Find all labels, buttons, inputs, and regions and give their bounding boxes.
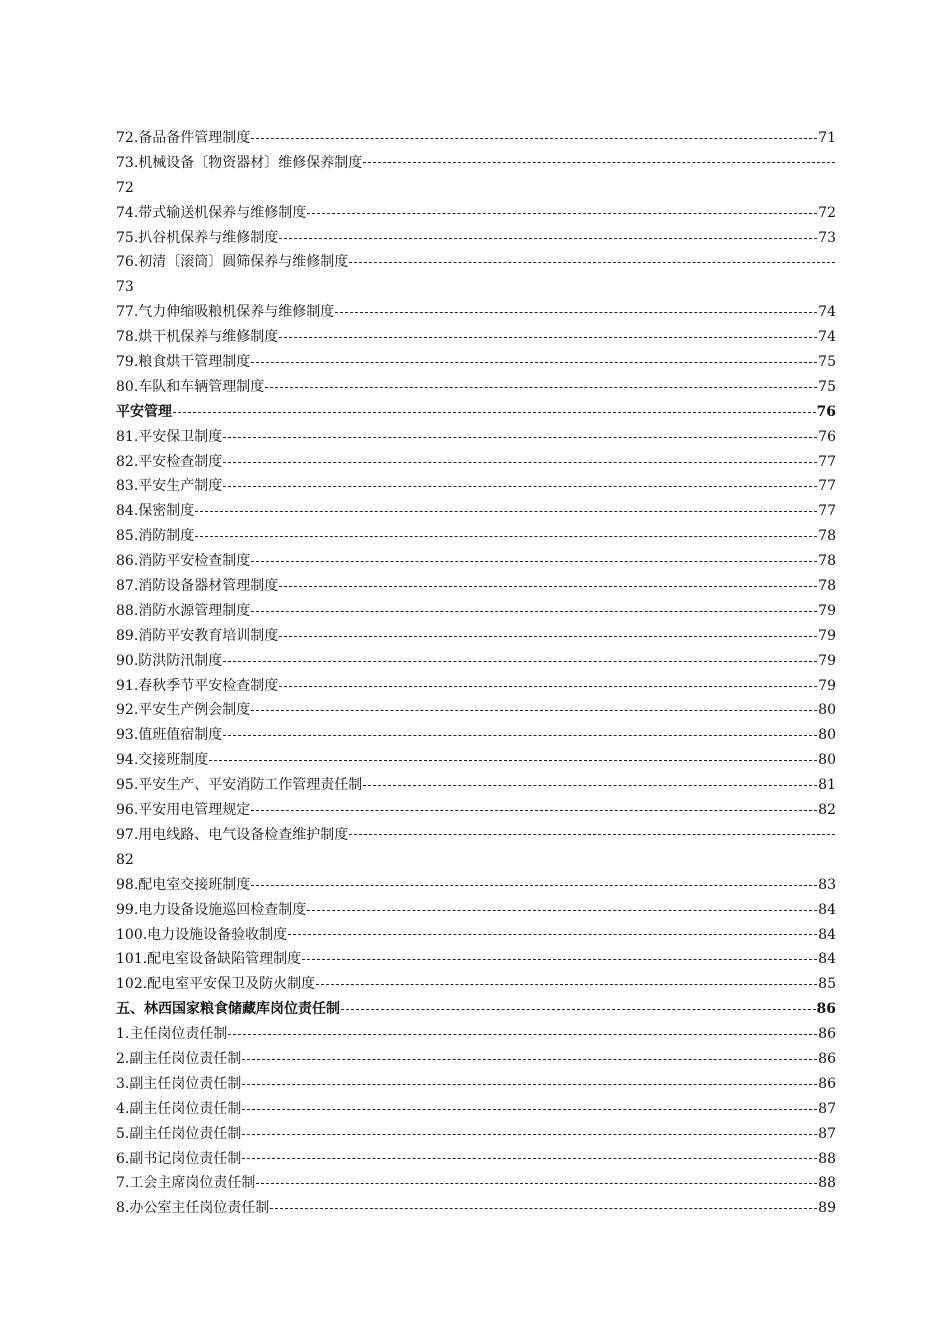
toc-entry-title: 86.消防平安检查制度 (116, 553, 251, 570)
toc-entry-title: 8.办公室主任岗位责任制 (116, 1200, 270, 1217)
toc-entry-page: 74 (818, 304, 836, 321)
toc-entry-title: 81.平安保卫制度 (116, 428, 223, 445)
toc-entry-title: 91.春秋季节平安检查制度 (116, 677, 279, 694)
toc-leader-dashes (349, 834, 835, 835)
toc-entry[interactable] (116, 300, 836, 325)
toc-entry-page: 88 (818, 1175, 836, 1192)
toc-entry[interactable] (116, 599, 836, 624)
toc-leader-dashes (279, 238, 817, 239)
toc-entry-page: 77 (818, 478, 836, 495)
toc-entry-title: 75.扒谷机保养与维修制度 (116, 229, 279, 246)
toc-list (116, 126, 836, 1221)
toc-entry-title: 84.保密制度 (116, 503, 195, 520)
toc-leader-dashes (265, 387, 817, 388)
toc-entry-title: 100.电力设施设备验收制度 (116, 926, 288, 943)
toc-leader-dashes (242, 1158, 817, 1159)
toc-entry-title: 3.副主任岗位责任制 (116, 1075, 242, 1092)
toc-entry-page: 71 (818, 130, 836, 146)
toc-entry[interactable] (116, 698, 836, 723)
toc-leader-dashes (307, 910, 817, 911)
toc-entry[interactable] (116, 325, 836, 350)
toc-leader-dashes (316, 984, 817, 985)
toc-leader-dashes (242, 1084, 817, 1085)
toc-entry-title: 95.平安生产、平安消防工作管理责任制 (116, 777, 363, 794)
toc-entry[interactable] (116, 375, 836, 400)
toc-entry[interactable] (116, 773, 836, 798)
toc-entry-page: 72 (818, 204, 836, 221)
toc-entry-page: 82 (116, 851, 134, 868)
toc-entry[interactable] (116, 748, 836, 773)
toc-entry-title: 88.消防水源管理制度 (116, 602, 251, 619)
toc-entry-title: 7.工会主席岗位责任制 (116, 1175, 256, 1192)
toc-leader-dashes (363, 162, 835, 163)
toc-leader-dashes (279, 337, 817, 338)
toc-page (116, 126, 836, 1221)
toc-entry-page: 79 (818, 602, 836, 619)
toc-entry-page: 86 (818, 1026, 836, 1043)
toc-entry-page: 83 (818, 876, 836, 893)
toc-entry[interactable] (116, 947, 836, 972)
toc-leader-dashes (251, 611, 817, 612)
toc-entry[interactable] (116, 474, 836, 499)
toc-entry-page: 72 (116, 179, 134, 196)
toc-entry[interactable] (116, 1196, 836, 1221)
toc-entry-title: 96.平安用电管理规定 (116, 802, 251, 819)
toc-entry[interactable] (116, 499, 836, 524)
toc-leader-dashes (251, 362, 817, 363)
toc-entry-title: 90.防洪防汛制度 (116, 652, 223, 669)
toc-leader-dashes (228, 1034, 817, 1035)
toc-leader-dashes (209, 760, 817, 761)
toc-entry-page: 79 (818, 627, 836, 644)
toc-entry-title: 74.带式输送机保养与维修制度 (116, 204, 307, 221)
toc-entry-title: 82.平安检查制度 (116, 453, 223, 470)
toc-leader-dashes (335, 312, 817, 313)
toc-entry-title: 80.车队和车辆管理制度 (116, 378, 265, 395)
toc-entry-page: 86 (816, 1001, 836, 1018)
toc-leader-dashes (242, 1109, 817, 1110)
toc-entry-page: 81 (818, 777, 836, 794)
toc-entry-page: 86 (818, 1075, 836, 1092)
toc-entry-page: 79 (818, 677, 836, 694)
toc-entry-page: 88 (818, 1150, 836, 1167)
toc-entry-title: 五、林西国家粮食储藏库岗位责任制 (116, 1001, 340, 1018)
toc-entry[interactable] (116, 1097, 836, 1122)
toc-entry[interactable] (116, 226, 836, 251)
toc-entry-title: 99.电力设备设施巡回检查制度 (116, 901, 307, 918)
toc-leader-dashes (256, 1183, 817, 1184)
toc-leader-dashes (251, 810, 817, 811)
toc-leader-dashes (307, 213, 817, 214)
toc-leader-dashes (223, 462, 817, 463)
toc-leader-dashes (223, 437, 817, 438)
toc-entry[interactable] (116, 823, 836, 848)
toc-entry-title: 92.平安生产例会制度 (116, 702, 251, 719)
toc-entry-page: 86 (818, 1050, 836, 1067)
toc-leader-dashes (302, 959, 817, 960)
toc-entry-page: 74 (818, 329, 836, 346)
toc-section-heading[interactable] (116, 400, 836, 425)
toc-entry-page: 77 (818, 503, 836, 520)
toc-entry[interactable] (116, 674, 836, 699)
toc-entry[interactable] (116, 574, 836, 599)
toc-entry-title: 77.气力伸缩吸粮机保养与维修制度 (116, 304, 335, 321)
toc-entry[interactable] (116, 624, 836, 649)
toc-leader-dashes (251, 561, 817, 562)
toc-entry[interactable] (116, 1122, 836, 1147)
toc-entry-page: 75 (818, 354, 836, 371)
toc-entry-title: 83.平安生产制度 (116, 478, 223, 495)
toc-entry[interactable] (116, 1022, 836, 1047)
toc-entry[interactable] (116, 524, 836, 549)
toc-entry-page: 85 (818, 976, 836, 993)
toc-leader-dashes (195, 536, 817, 537)
toc-leader-dashes (251, 138, 817, 139)
toc-entry-title: 5.副主任岗位责任制 (116, 1125, 242, 1142)
toc-entry-page-wrapped (116, 275, 836, 300)
toc-entry[interactable] (116, 1072, 836, 1097)
toc-entry-title: 2.副主任岗位责任制 (116, 1050, 242, 1067)
toc-entry-page: 87 (818, 1100, 836, 1117)
toc-entry-page: 77 (818, 453, 836, 470)
toc-leader-dashes (223, 735, 817, 736)
toc-leader-dashes (242, 1059, 817, 1060)
toc-leader-dashes (270, 1208, 817, 1209)
toc-entry[interactable] (116, 201, 836, 226)
toc-entry-page-wrapped (116, 176, 836, 201)
toc-entry[interactable] (116, 250, 836, 275)
toc-leader-dashes (223, 661, 817, 662)
toc-leader-dashes (279, 686, 817, 687)
toc-entry[interactable] (116, 1147, 836, 1172)
toc-entry-title: 97.用电线路、电气设备检查维护制度 (116, 826, 349, 843)
toc-entry-page: 78 (818, 578, 836, 595)
toc-leader-dashes (341, 1009, 816, 1010)
toc-entry-title: 1.主任岗位责任制 (116, 1026, 228, 1043)
toc-entry[interactable] (116, 450, 836, 475)
toc-leader-dashes (242, 1134, 817, 1135)
toc-entry-title: 76.初清〔滚筒〕圆筛保养与维修制度 (116, 254, 349, 271)
toc-entry-page: 87 (818, 1125, 836, 1142)
toc-leader-dashes (279, 636, 817, 637)
toc-entry-page: 76 (816, 403, 836, 420)
toc-entry[interactable] (116, 923, 836, 948)
toc-entry-page: 80 (818, 727, 836, 744)
toc-leader-dashes (363, 785, 817, 786)
toc-entry-title: 85.消防制度 (116, 528, 195, 545)
toc-section-heading[interactable] (116, 997, 836, 1022)
toc-entry[interactable] (116, 350, 836, 375)
toc-leader-dashes (349, 262, 835, 263)
toc-entry-page: 84 (818, 951, 836, 968)
toc-entry-page: 80 (818, 752, 836, 769)
toc-entry-page: 75 (818, 378, 836, 395)
toc-entry[interactable] (116, 1047, 836, 1072)
toc-entry-page: 76 (818, 428, 836, 445)
toc-entry-title: 73.机械设备〔物资器材〕维修保养制度 (116, 154, 363, 171)
toc-entry-title: 94.交接班制度 (116, 752, 209, 769)
toc-entry-title: 6.副书记岗位责任制 (116, 1150, 242, 1167)
toc-entry[interactable] (116, 1171, 836, 1196)
toc-leader-dashes (279, 586, 817, 587)
toc-entry-title: 4.副主任岗位责任制 (116, 1100, 242, 1117)
toc-entry[interactable] (116, 798, 836, 823)
toc-leader-dashes (223, 486, 817, 487)
toc-entry[interactable] (116, 972, 836, 997)
toc-entry-page: 84 (818, 901, 836, 918)
toc-entry-title: 102.配电室平安保卫及防火制度 (116, 976, 316, 993)
toc-entry[interactable] (116, 425, 836, 450)
toc-entry[interactable] (116, 649, 836, 674)
toc-entry-page: 78 (818, 528, 836, 545)
toc-entry[interactable] (116, 549, 836, 574)
toc-leader-dashes (251, 885, 817, 886)
toc-entry[interactable] (116, 126, 836, 151)
toc-leader-dashes (195, 511, 817, 512)
toc-leader-dashes (251, 710, 817, 711)
toc-entry[interactable] (116, 723, 836, 748)
toc-entry[interactable] (116, 898, 836, 923)
toc-entry-page: 80 (818, 702, 836, 719)
toc-entry-page: 78 (818, 553, 836, 570)
toc-entry-page: 79 (818, 652, 836, 669)
toc-entry-title: 平安管理 (116, 403, 172, 420)
toc-entry-title: 101.配电室设备缺陷管理制度 (116, 951, 302, 968)
toc-entry[interactable] (116, 151, 836, 176)
toc-entry-title: 98.配电室交接班制度 (116, 876, 251, 893)
toc-entry-page: 73 (818, 229, 836, 246)
toc-entry-title: 72.备品备件管理制度 (116, 130, 251, 146)
toc-entry-title: 87.消防设备器材管理制度 (116, 578, 279, 595)
toc-entry[interactable] (116, 873, 836, 898)
toc-entry-title: 93.值班值宿制度 (116, 727, 223, 744)
toc-entry-page: 89 (818, 1200, 836, 1217)
toc-entry-page-wrapped (116, 848, 836, 873)
toc-entry-title: 78.烘干机保养与维修制度 (116, 329, 279, 346)
toc-entry-page: 82 (818, 802, 836, 819)
toc-entry-page: 73 (116, 279, 134, 296)
toc-leader-dashes (173, 412, 816, 413)
toc-entry-title: 89.消防平安教育培训制度 (116, 627, 279, 644)
toc-entry-page: 84 (818, 926, 836, 943)
toc-leader-dashes (288, 934, 817, 935)
toc-entry-title: 79.粮食烘干管理制度 (116, 354, 251, 371)
